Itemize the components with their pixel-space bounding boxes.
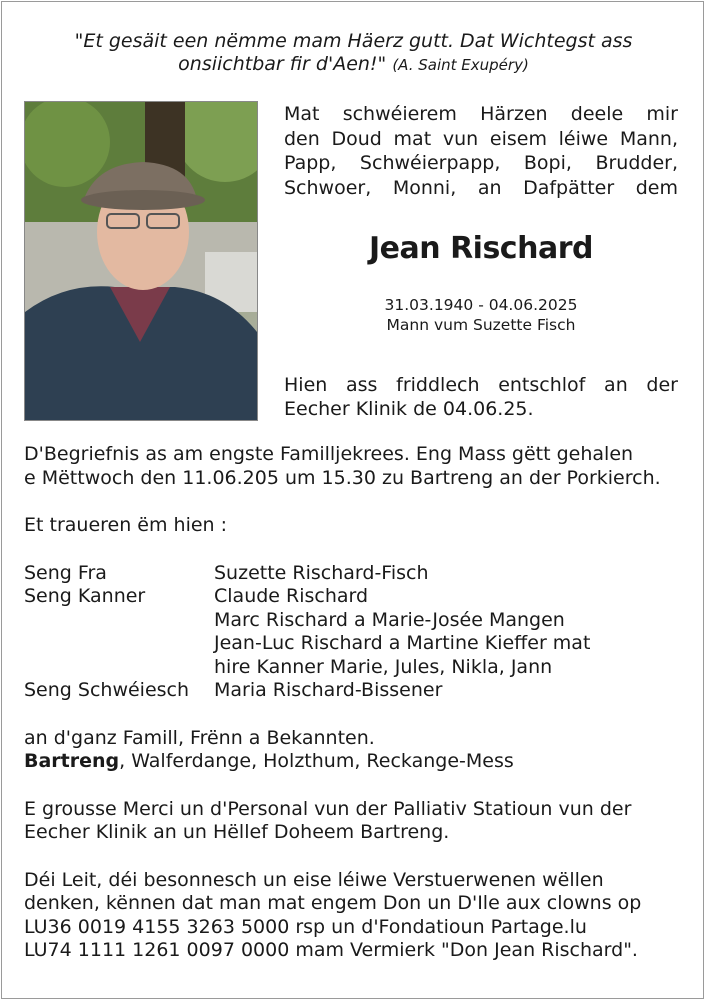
quote-line [2, 53, 705, 77]
obituary-page [1, 1, 704, 999]
places-line [24, 750, 684, 774]
announcement-text [284, 102, 678, 200]
funeral-line: e Mëttwoch den 11.06.205 um 15.30 zu Bartreng an der Porkierch. [24, 466, 661, 489]
announcement-line: den Doud mat vun eisem léiwe Mann, [284, 127, 678, 150]
obituary-body [24, 443, 684, 963]
family-list [24, 562, 684, 703]
places-bold: Bartreng [24, 750, 120, 772]
portrait-photo [24, 101, 258, 421]
donation-line: LU36 0019 4155 3263 5000 rsp un d'Fondatioun Partage.lu [24, 915, 587, 938]
quote-line: "Et gesäit een nëmme mam Häerz gutt. Dat Wichtegst ass [74, 30, 633, 52]
announcement-line: Mat schwéierem Härzen deele mir [284, 103, 678, 125]
thanks-line: E grousse Merci un d'Personal vun der Palliativ Statioun vun der [24, 797, 632, 820]
family-name: Suzette Rischard-Fisch [214, 561, 429, 584]
portrait-photo-illustration [25, 102, 257, 420]
thanks-line: Eecher Klinik an un Hëllef Doheem Bartreng. [24, 821, 450, 843]
places-rest: , Walferdange, Holzthum, Reckange-Mess [119, 750, 514, 772]
announcement-line: Schwoer, Monni, an Dafpätter dem [284, 176, 678, 199]
quote [2, 30, 705, 77]
family-name: Claude Rischard [214, 585, 369, 607]
donation-line: Déi Leit, déi besonnesch un eise léiwe Verstuerwenen wëllen [24, 868, 604, 891]
death-line: Eecher Klinik de 04.06.25. [284, 398, 534, 420]
donation-line: LU74 1111 1261 0097 0000 mam Vermierk "Don Jean Rischard". [24, 939, 638, 961]
deceased-name: Jean Rischard [369, 231, 593, 266]
spouse-line: Mann vum Suzette Fisch [386, 316, 576, 334]
funeral-line: D'Begriefnis as am engste Familljekrees. Eng Mass gëtt gehalen [24, 443, 634, 465]
announcement-line: Papp, Schwéierpapp, Bopi, Brudder, [284, 152, 678, 174]
quote-author: (A. Saint Exupéry) [392, 56, 529, 74]
life-dates: 31.03.1940 - 04.06.2025 [384, 296, 578, 314]
death-line: Hien ass friddlech entschlof an der [284, 374, 678, 396]
relatives-line: an d'ganz Famill, Frënn a Bekannten. [24, 726, 375, 749]
family-name: hire Kanner Marie, Jules, Nikla, Jann [214, 655, 553, 678]
family-name: Jean-Luc Rischard a Martine Kieffer mat [214, 632, 591, 654]
quote-line-2: onsiichtbar fir d'Aen!" [178, 53, 387, 75]
death-notice [284, 373, 678, 421]
donation-line: denken, kënnen dat man mat engem Don un D'Ile aux clowns op [24, 892, 642, 914]
mourners-intro: Et traueren ëm hien : [24, 514, 228, 536]
family-name: Marc Rischard a Marie-Josée Mangen [214, 608, 565, 631]
life-dates-block [284, 295, 678, 335]
family-name: Maria Rischard-Bissener [214, 679, 443, 701]
family-role: Seng Fra [24, 561, 107, 584]
family-role: Seng Kanner [24, 585, 146, 607]
family-role: Seng Schwéiesch [24, 679, 190, 701]
